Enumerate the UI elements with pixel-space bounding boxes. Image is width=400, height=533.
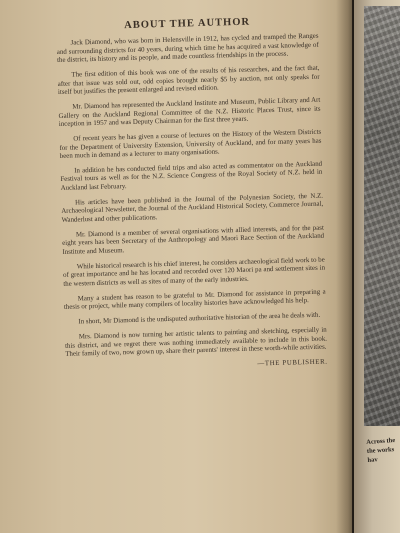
paragraph-5: In addition he has conducted field trips and also acted as commentator on the Auckland Festival tours as well as for the N.Z. Science Congress of the Royal Society of N.Z. held in Auckland last February. — [60, 160, 323, 192]
paragraph-9: Many a student has reason to be grateful to Mr. Diamond for assistance in preparing a thesis or project, while many compilers of locality histories have acknowledged his help. — [63, 288, 326, 312]
paragraph-10: In short, Mr Diamond is the undisputed authoritative historian of the area he deals with. — [78, 311, 321, 326]
paragraph-7: Mr. Diamond is a member of several organisations with allied interests, and for the past eight years has been Secretary of the Anthropology and Maori Race Section of the Auckland Institute and Museum. — [62, 224, 325, 256]
photo-caption — [366, 434, 400, 465]
paragraph-8: While historical research is his chief interest, he considers archaeological field work to be of great importance and he has located and recorded over 120 Maori pa and settlement sites in the western districts as well as sites of many of the early industries. — [62, 256, 326, 288]
paragraph-1: Jack Diamond, who was born in Helensville in 1912, has cycled and tramped the Ranges and surrounding districts for 40 years, during which time he has acquired a vast knowledge of the district, its history and its people, and made countless friendships in the process. — [56, 32, 319, 65]
about-author-text — [56, 15, 328, 373]
caption-line-1: Across the — [366, 436, 396, 446]
page-heading: ABOUT THE AUTHOR — [124, 16, 251, 32]
publisher-signoff: —THE PUBLISHER. — [257, 358, 328, 368]
aerial-photograph — [364, 6, 400, 426]
paragraph-11: Mrs. Diamond is now turning her artistic talents to painting and sketching, especially in this district, and we regret there was nothing immediately available to include in this book. Their family of two, now grown up, share their parents' interest in these worth-while activities. — [64, 326, 328, 358]
paragraph-2: The first edition of this book was one of the results of his researches, and the fact that, after that issue was sold out, odd copies brought nearly $5 by auction, not only speaks for itself but justifies the present enlarged and revised edition. — [57, 64, 320, 97]
right-page — [354, 0, 400, 533]
paragraph-4: Of recent years he has given a course of lectures on the History of the Western Districts for the Department of University Extension, University of Auckland, and for many years has been much in demand as a lecturer to many organisations. — [59, 128, 322, 161]
paragraph-6: His articles have been published in the Journal of the Polynesian Society, the N.Z. Archaeological Newsletter, the Journal of the Auckland Historical Society, Commerce Journal, Wanderlust and other publications. — [61, 192, 324, 224]
caption-line-3: hav — [367, 456, 378, 464]
paragraph-3: Mr. Diamond has represented the Auckland Institute and Museum, Public Library and Art Gallery on the Auckland Regional Committee of the N.Z. Historic Places Trust, since its inception in 1957 and was Deputy Chairman for the first three years. — [58, 96, 321, 129]
caption-line-2: the works — [366, 446, 395, 455]
